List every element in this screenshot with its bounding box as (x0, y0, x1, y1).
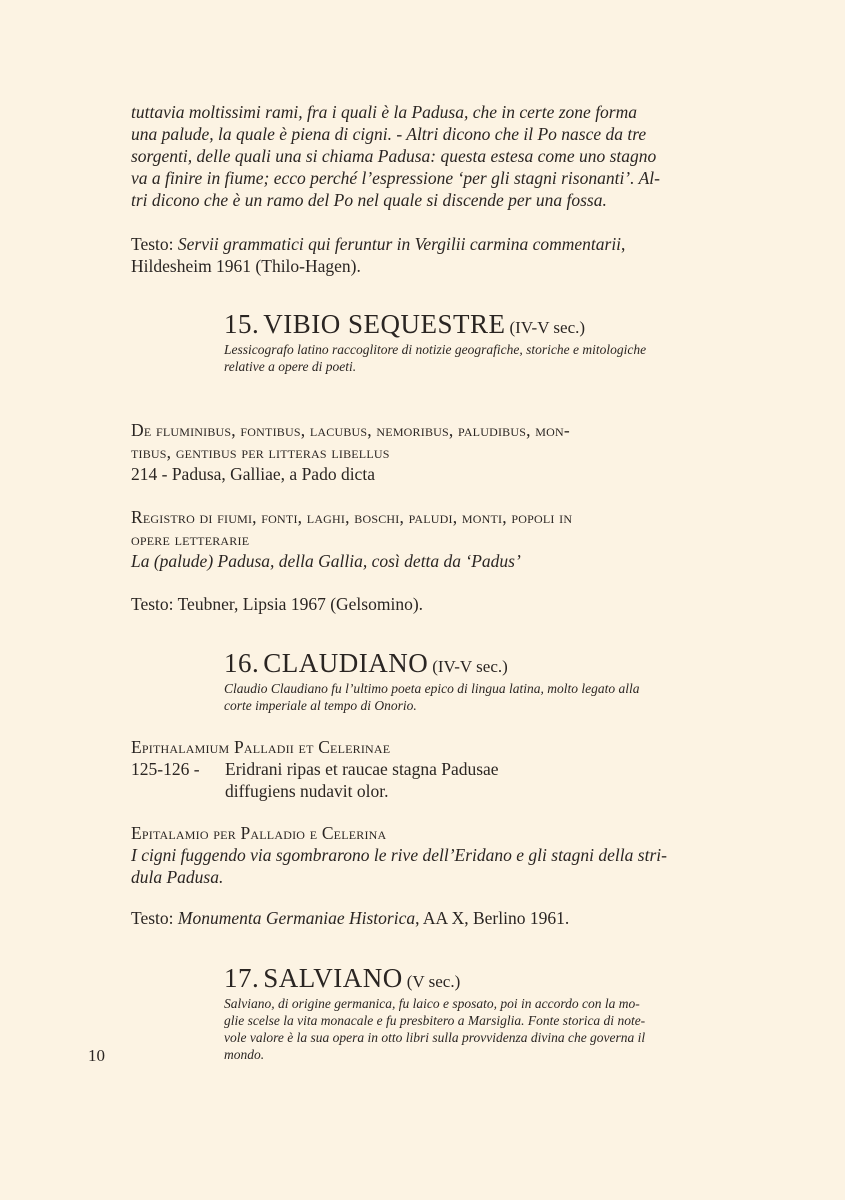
section-name: SALVIANO (263, 963, 403, 993)
intro-line: una palude, la quale è piena di cigni. - Altri dicono che il Po nasce da tre (131, 124, 647, 144)
latin-title: De fluminibus, fontibus, lacubus, nemoribus, paludibus, mon- tibus, gentibus per litteras libellus (131, 420, 570, 462)
source-detail: , AA X, Berlino 1961. (415, 908, 570, 928)
section-era: (IV-V sec.) (509, 318, 586, 337)
section-source: Testo: Teubner, Lipsia 1967 (Gelsomino). (131, 594, 424, 614)
section-heading (224, 648, 508, 679)
section-era: (V sec.) (406, 972, 461, 991)
section-name: VIBIO SEQUESTRE (263, 309, 506, 339)
italian-title: Epitalamio per Palladio e Celerina (131, 823, 387, 843)
source-label: Testo: (131, 234, 174, 254)
source-label: Testo: (131, 908, 174, 928)
latin-entry: 214 - Padusa, Galliae, a Pado dicta (131, 464, 375, 484)
section-era: (IV-V sec.) (432, 657, 508, 676)
page-number: 10 (88, 1046, 105, 1065)
section-number: 17. (224, 963, 260, 993)
section-source (131, 907, 711, 929)
intro-line: sorgenti, delle quali una si chiama Padusa: questa estesa come uno stagno (131, 146, 657, 166)
italian-entry: La (palude) Padusa, della Gallia, così detta da ‘Padus’ (131, 551, 521, 571)
section-description: Lessicografo latino raccoglitore di notizie geografiche, storiche e mitologiche relative a opere di poeti. (224, 342, 647, 374)
italian-entry: I cigni fuggendo via sgombrarono le rive dell’Eridano e gli stagni della stri- dula Padusa. (131, 845, 667, 887)
intro-source: Testo: Servii grammatici qui feruntur in Vergilii carmina commentarii, Hildesheim 1961 (Thilo-Hagen). (131, 233, 711, 277)
intro-paragraph (131, 101, 711, 211)
verse-number: 125-126 - (131, 759, 200, 779)
intro-line: tri dicono che è un ramo del Po nel quale si discende per una fossa. (131, 190, 607, 210)
section-name: CLAUDIANO (263, 648, 429, 678)
verse-block (131, 758, 711, 802)
section-heading (224, 309, 585, 340)
source-title: Monumenta Germaniae Historica (177, 908, 416, 928)
section-number: 16. (224, 648, 260, 678)
section-description: Salviano, di origine germanica, fu laico e sposato, poi in accordo con la mo- glie scelse la vita monacale e fu presbitero a Marsiglia. Fonte storica di note- vole valore è la sua opera in otto libri sulla provvidenza divina che governa il mondo. (224, 996, 646, 1062)
intro-line: tuttavia moltissimi rami, fra i quali è la Padusa, che in certe zone forma (131, 102, 638, 122)
source-title: Servii grammatici qui feruntur in Vergilii carmina commentarii (177, 234, 622, 254)
section-description: Claudio Claudiano fu l’ultimo poeta epico di lingua latina, molto legato alla corte imperiale al tempo di Onorio. (224, 681, 640, 713)
intro-line: va a finire in fiume; ecco perché l’espressione ‘per gli stagni risonanti’. Al- (131, 168, 660, 188)
section-number: 15. (224, 309, 260, 339)
verse-line: Eridrani ripas et raucae stagna Padusae (225, 759, 499, 779)
section-heading (224, 963, 460, 994)
verse-line: diffugiens nudavit olor. (225, 781, 389, 801)
source-detail: Hildesheim 1961 (Thilo-Hagen). (131, 256, 361, 276)
italian-title: Registro di fiumi, fonti, laghi, boschi, paludi, monti, popoli in opere letterarie (131, 507, 573, 549)
latin-title: Epithalamium Palladii et Celerinae (131, 737, 391, 757)
